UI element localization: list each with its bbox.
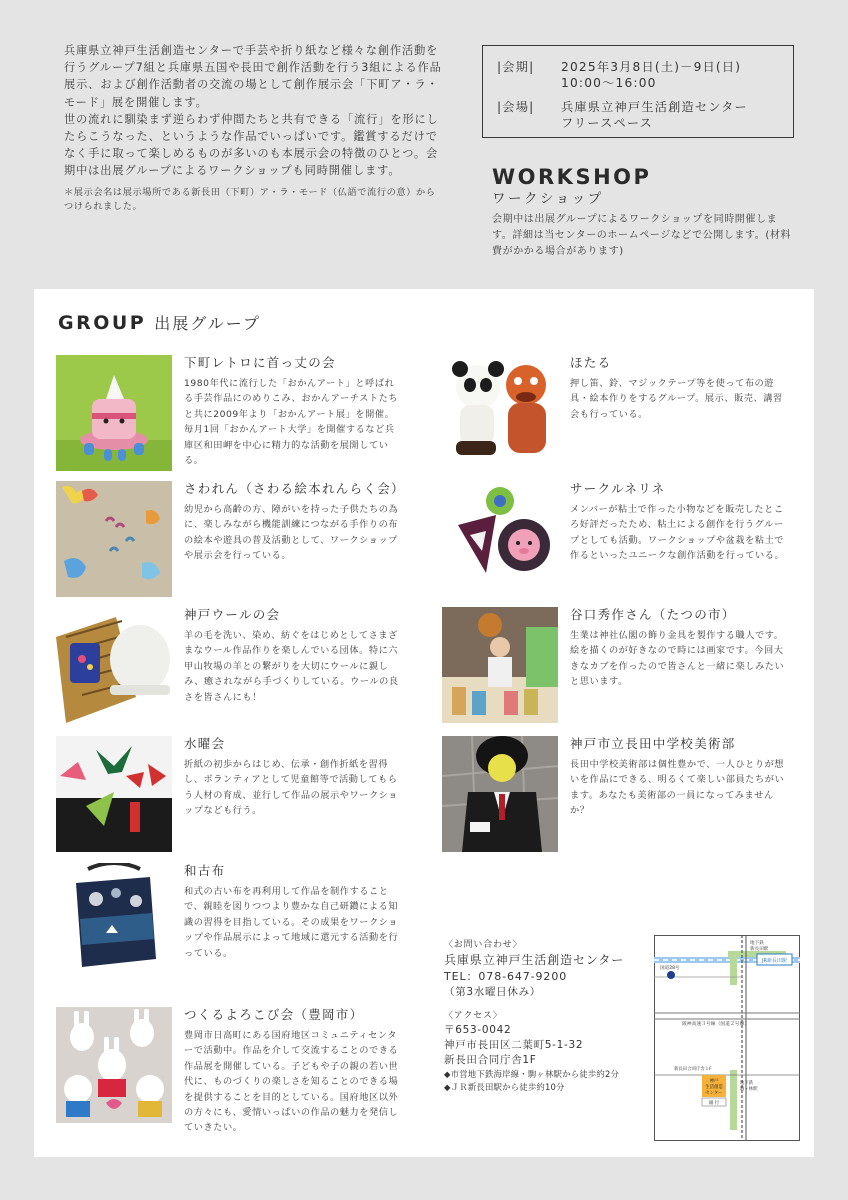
group-name: 神戸市立長田中学校美術部 (570, 736, 736, 751)
map-subway-label-2: 新長田駅 (750, 947, 769, 952)
access-label: 〈アクセス〉 (444, 1011, 503, 1021)
group-heading-jp: 出展グループ (154, 314, 261, 333)
map-koma-1: 地下鉄 (740, 1081, 754, 1086)
group-name: 神戸ウールの会 (184, 607, 281, 622)
group-photo-cloth-book (56, 481, 172, 597)
venue-label: |会場| (497, 100, 535, 114)
group-panel (34, 289, 814, 1157)
period-label: |会期| (497, 60, 535, 74)
group-description: 豊岡市日高町にある国府地区コミュニティセンターで活動中。作品を介して交流することのできる作品展を開催している。子どもや子の親の若い世代に、ものづくりの楽しさを知ることのできる場を提供することを目的としている。国府地区以外の方々にも、愛情いっぱいの作品の魅力を発信していきたい。 (184, 1030, 399, 1134)
group-description: 幼児から高齢の方、障がいを持った子供たちの為に、楽しみながら機能訓練につながる手作りの布の絵本や遊具の普及活動として、ワークショップや展示会を行っている。 (184, 504, 399, 562)
group-name: 谷口秀作さん（たつの市） (570, 607, 736, 622)
inquiry-label: 〈お問い合わせ〉 (444, 940, 523, 950)
group-photo-art-club (442, 736, 558, 852)
group-description: 1980年代に流行した「おかんアート」と呼ばれる手芸作品にのめりこみ、おかんアーチストたちと共に2009年より「おかんアート展」を開催。毎月1回「おかんアート大学」を開催するなど兵庫区和田岬を中心に精力的な活動を展開している。 (184, 378, 399, 467)
postal-code: 〒653-0042 (444, 1024, 512, 1036)
workshop-title: WORKSHOP (492, 165, 652, 189)
map-bank: 銀 行 (708, 1101, 720, 1106)
group-photo-artisan (442, 607, 558, 723)
group-photo-rabbits (56, 1007, 172, 1123)
group-photo-tissue-doll (56, 355, 172, 471)
map-center-2: 生活創造 (705, 1085, 723, 1090)
group-name: つくるよろこび会（豊岡市） (184, 1007, 364, 1022)
venue-line-2: フリースペース (561, 116, 654, 130)
period-row (497, 59, 793, 91)
venue-row (497, 99, 793, 131)
group-photo-bag (56, 863, 172, 979)
map-subway-label-1: 地下鉄 (750, 941, 764, 946)
group-name: ほたる (570, 355, 612, 370)
group-photo-wool (56, 607, 172, 723)
group-name: 和古布 (184, 863, 226, 878)
address-line-2: 新長田合同庁舎1F (444, 1054, 537, 1066)
group-photo-clay (442, 481, 558, 597)
period-time: 10:00～16:00 (561, 76, 657, 90)
group-description: 押し笛、鈴、マジックテープ等を使って布の遊具・絵本作りをするグループ。展示、販売、講習会も行っている。 (570, 378, 783, 420)
intro-paragraph-1: 兵庫県立神戸生活創造センターで手芸や折り紙など様々な創作活動を行うグループ7組と兵庫県五国や長田で創作活動を行う3組による作品展示、および創作活動者の交流の場として創作展示会「下町ア・ラ・モード」展を開催します。 (64, 44, 442, 109)
intro-text (64, 42, 444, 214)
group-description: 羊の毛を洗い、染め、紡ぐをはじめとしてさまざまなウール作品作りを楽しんでいる団体。特に六甲山牧場の羊との繋がりを大切にウールに親しみ、癒されながら手づくりしている。ウールの良さを皆さんにも！ (184, 630, 399, 703)
event-info-box (482, 45, 794, 138)
group-description: 折紙の初歩からはじめ、伝承・創作折紙を習得し、ボランティアとして児童館等で活動してもらう人材の育成、並行して作品の展示やワークショップなども行う。 (184, 759, 399, 817)
group-name: 水曜会 (184, 736, 226, 751)
map-route28: 国道28号 (660, 966, 680, 971)
map-center-1: 神戸 (709, 1079, 719, 1084)
address-line-1: 神戸市長田区二葉町5-1-32 (444, 1039, 584, 1051)
map-gov-building: 新長田合同庁舎１F (674, 1067, 712, 1072)
period-value (561, 59, 741, 91)
map-koma-2: 駒ヶ林駅 (740, 1087, 758, 1092)
workshop-section (492, 165, 792, 260)
map-center-3: センター (705, 1091, 723, 1096)
workshop-subtitle: ワークショップ (492, 191, 604, 207)
contact-block (444, 939, 654, 1094)
group-heading (58, 311, 261, 334)
venue-value (561, 99, 748, 131)
group-photo-origami (56, 736, 172, 852)
map-jr-station: JR新長田駅 (762, 958, 787, 964)
route-subway: ◆市営地下鉄海岸線・駒ヶ林駅から徒歩約2分 (444, 1069, 620, 1079)
intro-paragraph-2: 世の流れに馴染まず逆らわず仲間たちと共有できる「流行」を形にしたらこうなった、というような作品でいっぱいです。鑑賞するだけでなく手に取って楽しめるものが多いのも本展示会の特徴のひとつ。会期中は出展グループによるワークショップも同時開催します。 (64, 112, 439, 178)
group-description: 長田中学校美術部は個性豊かで、一人ひとりが想いを作品にできる、明るくて楽しい部員たちがいます。あなたも美術部の一員になってみませんか？ (570, 759, 785, 817)
contact-org: 兵庫県立神戸生活創造センター (444, 953, 625, 967)
venue-line-1: 兵庫県立神戸生活創造センター (561, 100, 748, 114)
group-name: 下町レトロに首っ丈の会 (184, 355, 336, 370)
group-photo-puppets (442, 355, 558, 471)
access-map (654, 935, 800, 1141)
workshop-description: 会期中は出展グループによるワークショップを同時開催します。詳細は当センターのホームページなどで公開します。(材料費がかかる場合があります) (492, 214, 792, 257)
contact-tel: TEL：078-647-9200 (444, 970, 568, 983)
group-name: さわれん（さわる絵本れんらく会） (184, 481, 405, 496)
intro-note: ＊展示会名は展示場所である新長田（下町）ア・ラ・モード（仏語で流行の意）からつけられました。 (64, 186, 436, 212)
group-heading-en: GROUP (58, 312, 147, 334)
group-description: 和式の古い布を再利用して作品を制作することで、親睦を図りつつより豊かな自己研鑽による知識の習得を目指している。その成果をワークショップや作品展示によって地域に還元する活動を行っている。 (184, 886, 399, 959)
route-jr: ◆ＪＲ新長田駅から徒歩約10分 (444, 1082, 565, 1092)
period-dates: 2025年3月8日(土)－9日(日) (561, 60, 742, 74)
group-name: サークルネリネ (570, 481, 666, 496)
group-description: 生業は神社仏閣の飾り金具を製作する職人です。絵を描くのが好きなので時には画家です。今回大きなカブを作ったので皆さんと一緒に楽しみたいと思います。 (570, 630, 785, 688)
group-description: メンバーが粘土で作った小物などを販売したところ好評だったため、粘土による創作を行うグループとしても活動。ワークショップや盆栽を粘土で作るといったユニークな創作活動を行っている。 (570, 504, 785, 562)
closed-day: （第3水曜日休み） (444, 986, 541, 998)
map-hanshin: 阪神高速３号線（国道２号線） (682, 1022, 750, 1027)
